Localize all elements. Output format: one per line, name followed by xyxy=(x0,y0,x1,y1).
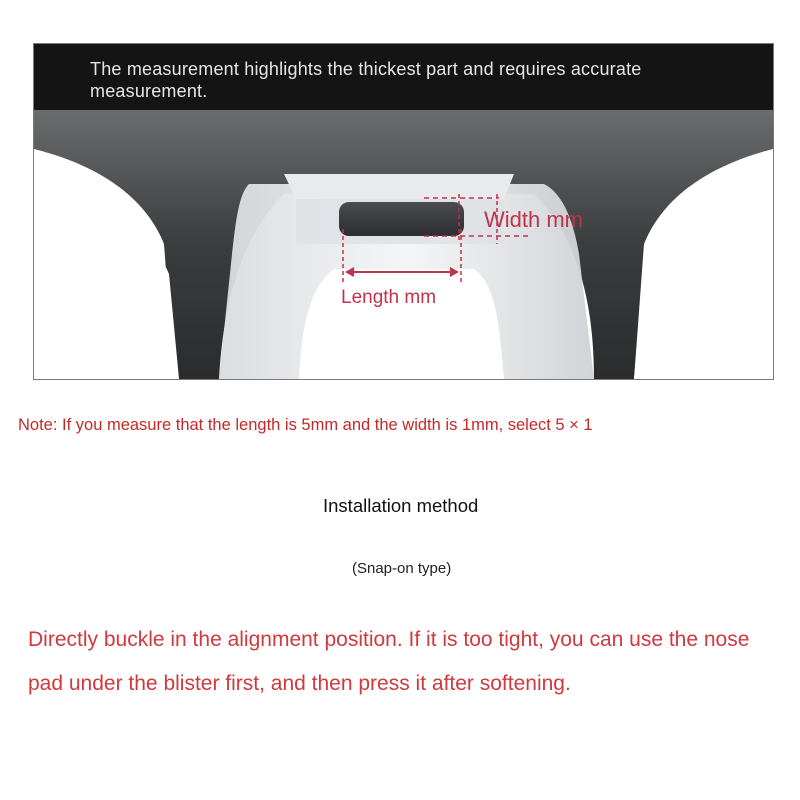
installation-title: Installation method xyxy=(323,495,479,516)
nose-pad xyxy=(339,202,464,236)
header-text: The measurement highlights the thickest part and requires accurate measurement. xyxy=(90,59,642,101)
length-label: Length mm xyxy=(341,287,437,308)
installation-type: (Snap-on type) xyxy=(352,560,452,577)
header-banner xyxy=(34,44,773,110)
product-photo-frame xyxy=(33,43,774,380)
installation-instructions: Directly buckle in the alignment position. If it is too tight, you can use the nose pad under the blister first, and then press it after softening. xyxy=(28,628,750,695)
measurement-note: Note: If you measure that the length is 5mm and the width is 1mm, select 5 × 1 xyxy=(18,416,593,434)
width-label: Width mm xyxy=(484,207,583,232)
